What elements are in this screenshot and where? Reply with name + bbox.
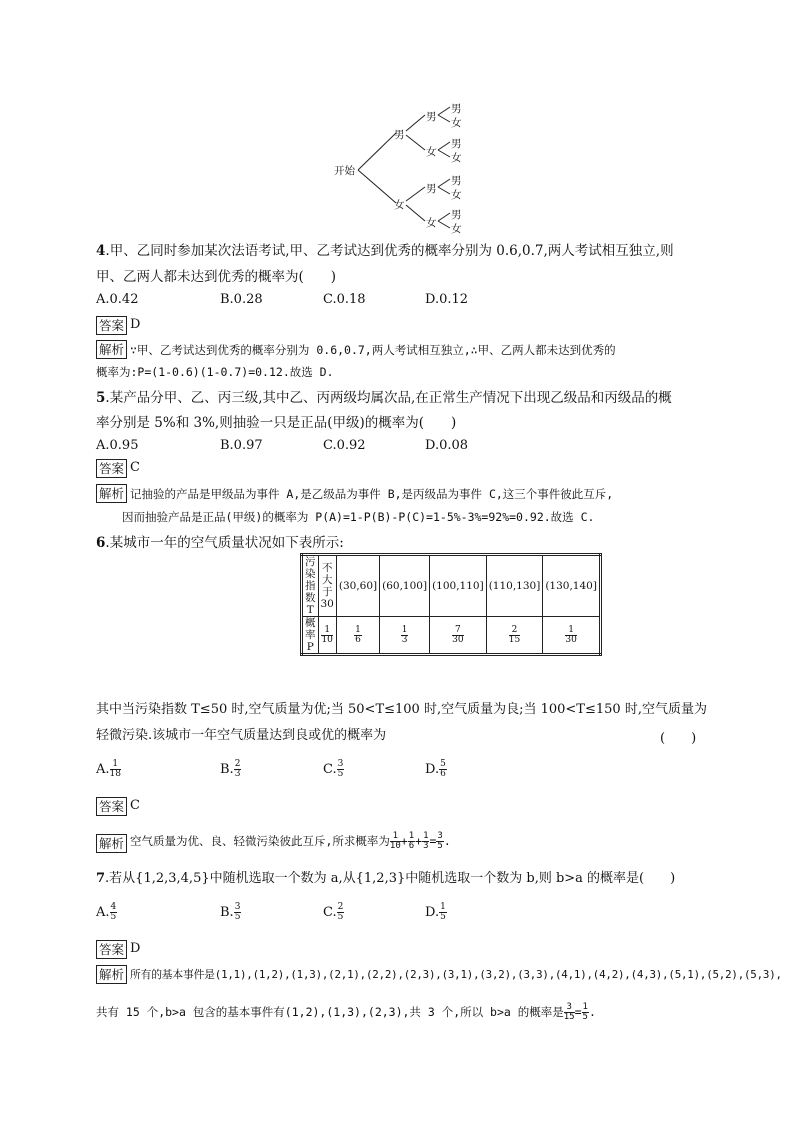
equals-sign: = xyxy=(429,834,437,848)
q7-answer-value: D xyxy=(130,941,141,956)
frac-den: 5 xyxy=(337,912,344,922)
tree-l2-3: 男 xyxy=(426,183,437,195)
frac-num: 1 xyxy=(582,1002,588,1012)
q4-option-a: A.0.42 xyxy=(96,292,139,307)
frac-num: 1 xyxy=(440,902,446,912)
frac-den: 30 xyxy=(565,634,577,645)
table-header-cell: (30,60] xyxy=(336,555,379,617)
table-header-label: 污染指数 T xyxy=(302,555,319,617)
q5-stem-line2: 率分别是 5%和 3%,则抽验一只是正品(甲级)的概率为( ) xyxy=(96,415,457,431)
tree-root-label: 开始 xyxy=(334,165,355,177)
q6-analysis xyxy=(130,829,451,853)
q6-answer-value: C xyxy=(130,798,140,813)
table-cell xyxy=(543,617,601,655)
q6-analysis-text: 空气质量为优、良、轻微污染彼此互斥,所求概率为 xyxy=(130,834,390,848)
tree-l2-1: 男 xyxy=(426,111,437,123)
q4-answer-tag: 答案 xyxy=(96,316,127,335)
q4-option-b: B.0.28 xyxy=(220,292,263,307)
frac-num: 1 xyxy=(423,831,429,841)
q4-analysis-line1: ∵甲、乙考试达到优秀的概率分别为 0.6,0.7,两人考试相互独立,∴甲、乙两人都未达到优秀的 xyxy=(130,343,616,357)
frac-den: 6 xyxy=(355,634,361,645)
tree-l3-2: 女 xyxy=(451,117,462,129)
frac-den: 5 xyxy=(110,912,117,922)
tree-l2-2: 女 xyxy=(426,146,437,158)
frac-den: 5 xyxy=(440,912,446,922)
frac-num: 1 xyxy=(408,831,415,841)
q7-analysis-tag: 解析 xyxy=(96,965,127,984)
option-letter: C. xyxy=(323,762,337,777)
frac-den: 5 xyxy=(437,841,443,851)
frac-num: 3 xyxy=(337,759,344,769)
q5-line1 xyxy=(96,385,706,411)
tree-l3-7: 男 xyxy=(451,209,462,221)
q6-stem-line3: 轻微污染.该城市一年空气质量达到良或优的概率为 xyxy=(96,728,387,743)
table-header-cell: (60,100] xyxy=(380,555,430,617)
table-cell xyxy=(486,617,543,655)
q5-number: 5 xyxy=(96,390,106,406)
table-header-cell: (130,140] xyxy=(543,555,601,617)
frac-num: 3 xyxy=(564,1003,575,1013)
frac-den: 6 xyxy=(440,769,446,779)
table-row-label: 概率P xyxy=(302,617,319,655)
frac-den: 18 xyxy=(109,769,121,779)
q4-option-d: D.0.12 xyxy=(425,292,469,307)
q7-analysis-line2 xyxy=(96,1000,596,1024)
frac-num: 7 xyxy=(452,626,463,636)
q6-paren: ( ) xyxy=(660,731,697,746)
q6-option-b xyxy=(220,760,241,779)
option-letter: A. xyxy=(96,905,110,920)
q5-option-c: C.0.92 xyxy=(323,438,366,453)
q7-line1 xyxy=(96,866,706,892)
q6-option-a xyxy=(96,760,121,779)
frac-den: 15 xyxy=(563,1012,575,1022)
table-cell xyxy=(380,617,430,655)
q7-option-b xyxy=(220,903,241,922)
plus-sign: + xyxy=(400,834,408,848)
q4-line1 xyxy=(96,238,706,264)
q5-answer-tag: 答案 xyxy=(96,459,127,478)
frac-den: 5 xyxy=(337,769,344,779)
option-letter: C. xyxy=(323,905,337,920)
frac-num: 2 xyxy=(337,902,344,912)
q7-option-c xyxy=(323,903,344,922)
table-header-cell: 不大于30 xyxy=(318,555,336,617)
frac-num: 1 xyxy=(401,624,408,635)
frac-num: 2 xyxy=(509,626,520,636)
q6-answer-tag: 答案 xyxy=(96,797,127,816)
q5-analysis-tag: 解析 xyxy=(96,484,127,503)
option-letter: A. xyxy=(96,762,110,777)
frac-num: 1 xyxy=(355,624,361,635)
option-letter: B. xyxy=(220,905,234,920)
q6-option-c xyxy=(323,760,344,779)
q5-option-b: B.0.97 xyxy=(220,438,263,453)
frac-den: 3 xyxy=(401,634,408,645)
table-row xyxy=(302,617,601,655)
frac-num: 3 xyxy=(437,831,443,841)
option-letter: B. xyxy=(220,762,234,777)
q7-answer-tag: 答案 xyxy=(96,940,127,959)
q7-number: 7 xyxy=(96,871,106,886)
q5-option-d: D.0.08 xyxy=(425,438,469,453)
frac-num: 2 xyxy=(234,759,241,769)
q6-stem-line1: .某城市一年的空气质量状况如下表所示: xyxy=(105,535,344,551)
q7-analysis-line1: 所有的基本事件是(1,1),(1,2),(1,3),(2,1),(2,2),(2,3),(3,1),(3,2),(3,3),(4,1),(4,2),(4,3),(5,1),(5,2),(5,3), xyxy=(130,968,782,981)
tree-l3-6: 女 xyxy=(451,189,462,201)
frac-den: 5 xyxy=(582,1012,588,1022)
q4-stem-line1: .甲、乙同时参加某次法语考试,甲、乙考试达到优秀的概率分别为 0.6,0.7,两人考试相互独立,则 xyxy=(105,243,674,259)
q6-stem-line2: 其中当污染指数 T≤50 时,空气质量为优;当 50<T≤100 时,空气质量为良;当 100<T≤150 时,空气质量为 xyxy=(96,702,707,717)
table-header-cell: (110,130] xyxy=(486,555,543,617)
frac-num: 4 xyxy=(110,902,117,912)
frac-den: 3 xyxy=(423,841,429,851)
q5-stem-line1: .某产品分甲、乙、丙三级,其中乙、丙两级均属次品,在正常生产情况下出现乙级品和丙级品的概 xyxy=(105,390,672,406)
q4-analysis-tag: 解析 xyxy=(96,340,127,359)
q4-number: 4 xyxy=(96,243,106,259)
table-row xyxy=(302,555,601,617)
table-cell xyxy=(430,617,487,655)
frac-den: 10 xyxy=(389,841,401,851)
q6-option-d xyxy=(425,760,447,779)
tree-l2-4: 女 xyxy=(426,217,437,229)
q4-analysis-line2: 概率为:P=(1-0.6)(1-0.7)=0.12.故选 D. xyxy=(96,365,334,379)
frac-num: 1 xyxy=(321,626,332,636)
plus-sign: + xyxy=(415,834,423,848)
tree-l3-4: 女 xyxy=(451,152,462,164)
q5-analysis-line1: 记抽验的产品是甲级品为事件 A,是乙级品为事件 B,是丙级品为事件 C,这三个事件彼此互斥, xyxy=(130,487,614,501)
q7-analysis-text: 共有 15 个,b>a 包含的基本事件有(1,2),(1,3),(2,3),共 3 个,所以 b>a 的概率是 xyxy=(96,1005,564,1019)
tree-l3-5: 男 xyxy=(451,175,462,187)
tree-l3-3: 男 xyxy=(451,138,462,150)
period: . xyxy=(588,1005,596,1019)
air-quality-table xyxy=(300,553,602,656)
frac-den: 30 xyxy=(452,634,464,645)
table-cell xyxy=(336,617,379,655)
option-letter: D. xyxy=(425,762,440,777)
frac-den: 6 xyxy=(408,841,415,851)
frac-num: 5 xyxy=(440,759,446,769)
frac-num: 3 xyxy=(234,902,241,912)
period: . xyxy=(443,834,451,848)
frac-num: 1 xyxy=(390,832,401,842)
frac-num: 1 xyxy=(110,760,121,770)
table-header-cell: (100,110] xyxy=(430,555,487,617)
frac-den: 3 xyxy=(234,769,241,779)
frac-den: 10 xyxy=(321,634,333,645)
frac-den: 5 xyxy=(234,912,241,922)
q6-analysis-tag: 解析 xyxy=(96,834,127,853)
q4-option-c: C.0.18 xyxy=(323,292,366,307)
q4-stem-line2: 甲、乙两人都未达到优秀的概率为( ) xyxy=(96,269,337,285)
frac-num: 1 xyxy=(565,626,576,636)
table-cell xyxy=(318,617,336,655)
tree-l3-8: 女 xyxy=(451,223,462,235)
tree-l1-male: 男 xyxy=(394,129,405,141)
q7-option-d xyxy=(425,903,447,922)
q7-option-a xyxy=(96,903,117,922)
tree-l3-1: 男 xyxy=(451,103,462,115)
q4-answer-value: D xyxy=(130,317,141,332)
tree-l1-female: 女 xyxy=(394,199,405,211)
q5-analysis-line2: 因而抽验产品是正品(甲级)的概率为 P(A)=1-P(B)-P(C)=1-5%-3%=92%=0.92.故选 C. xyxy=(122,510,595,524)
option-letter: D. xyxy=(425,905,440,920)
q7-stem-line1: .若从{1,2,3,4,5}中随机选取一个数为 a,从{1,2,3}中随机选取一个数为 b,则 b>a 的概率是( ) xyxy=(105,871,676,886)
frac-den: 15 xyxy=(508,634,521,645)
q5-answer-value: C xyxy=(130,460,140,475)
q6-number: 6 xyxy=(96,535,106,551)
q5-option-a: A.0.95 xyxy=(96,438,139,453)
equals-sign: = xyxy=(574,1005,582,1019)
